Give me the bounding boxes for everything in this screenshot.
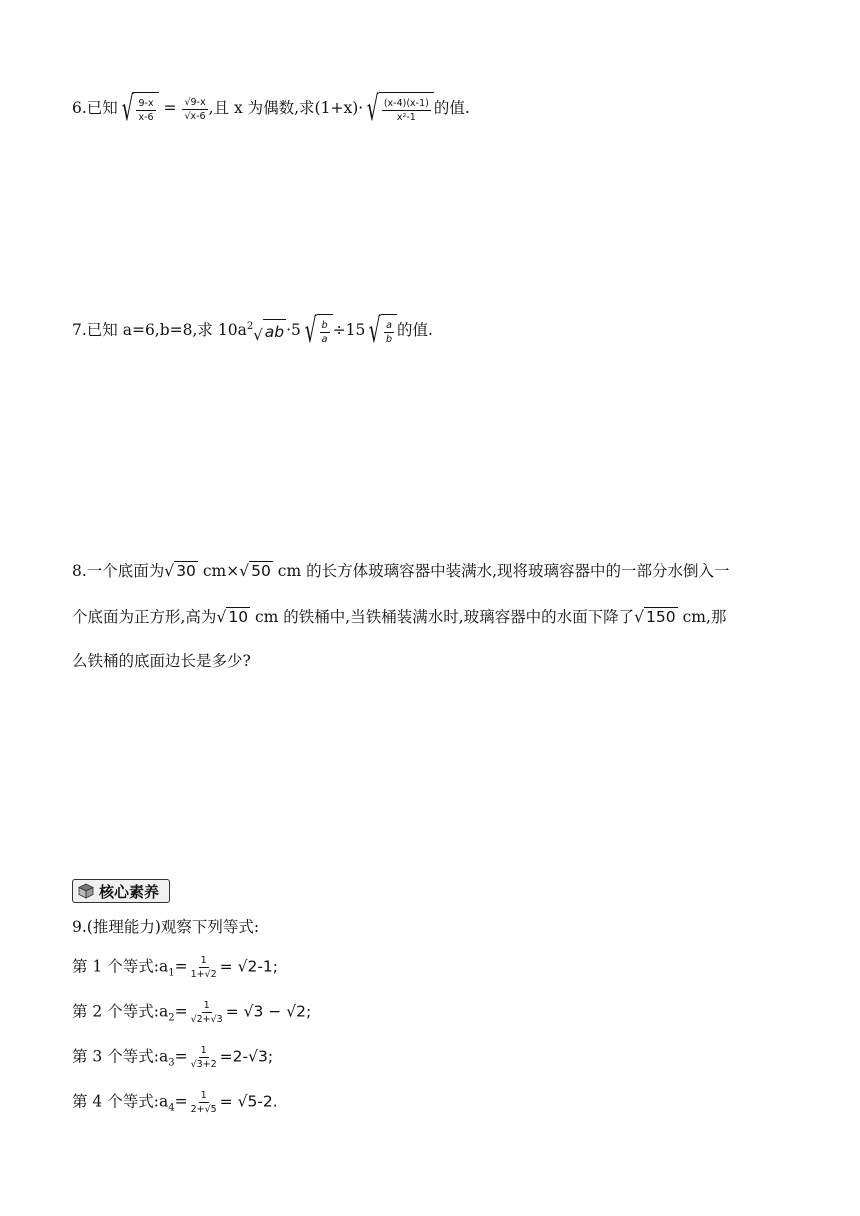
equation-2: 第 2 个等式$:a_2=$ $\frac{1}{√2+√3}$ = √3 − √2; xyxy=(72,1000,312,1025)
question-9-intro: 9.(推理能力)观察下列等式: xyxy=(72,918,260,936)
radical-1: √ $\frac{9-x}{x-6}$ xyxy=(118,92,159,126)
equation-3: 第 3 个等式$:a_3=$ $\frac{1}{√3+2}$ =2-√3; xyxy=(72,1045,274,1070)
equation-4: 第 4 个等式$:a_4=$ $\frac{1}{2+√5}$ = √5-2. xyxy=(72,1090,278,1115)
question-8-line-1: 8.一个底面为√ 30 cm×√ 50 cm 的长方体玻璃容器中装满水,现将玻璃容器中的一部分水倒入一 xyxy=(72,562,730,580)
q6-prefix: 6.已知 xyxy=(72,99,118,117)
section-title: 核心素养 xyxy=(99,882,160,901)
question-7: 7.已知 a=6,b=8,求 $10a^2$ √ ab ·5 √ $\frac{b}{a}$ ÷15 √ $\frac{a}{b}$ 的值. xyxy=(72,311,433,351)
radical-a-over-b: √ $\frac{a}{b}$ xyxy=(365,314,397,348)
question-8-line-2: 个底面为正方形,高为√ 10 cm 的铁桶中,当铁桶装满水时,玻璃容器中的水面下降了√ 150 cm,那 xyxy=(72,608,727,626)
cube-icon xyxy=(78,883,94,899)
question-6: 6.已知 √ $\frac{9-x}{x-6}$ = $\frac{√9-x}{√x-6}$ ,且 x 为偶数,求(1+x)· √ $\frac{(x-4)(x-1)}{\text{x²-1}}$ 的值. xyxy=(72,89,470,129)
q7-prefix: 7.已知 a=6,b=8,求 10a xyxy=(72,321,247,339)
radical-3: √ $\frac{(x-4)(x-1)}{\text{x²-1}}$ xyxy=(363,92,434,126)
question-8-line-3: 么铁桶的底面边长是多少? xyxy=(72,652,251,670)
radical-b-over-a: √ $\frac{b}{a}$ xyxy=(301,314,333,348)
section-badge xyxy=(72,879,170,903)
fraction-2: $\frac{√9-x}{√x-6}$ xyxy=(184,96,206,122)
radical-ab: √ ab xyxy=(253,319,286,343)
q6-middle: ,且 x 为偶数,求(1+x)· xyxy=(208,99,364,117)
equation-1: 第 1 个等式$:a_1=$ $\frac{1}{1+√2}$ = √2-1; xyxy=(72,955,279,980)
